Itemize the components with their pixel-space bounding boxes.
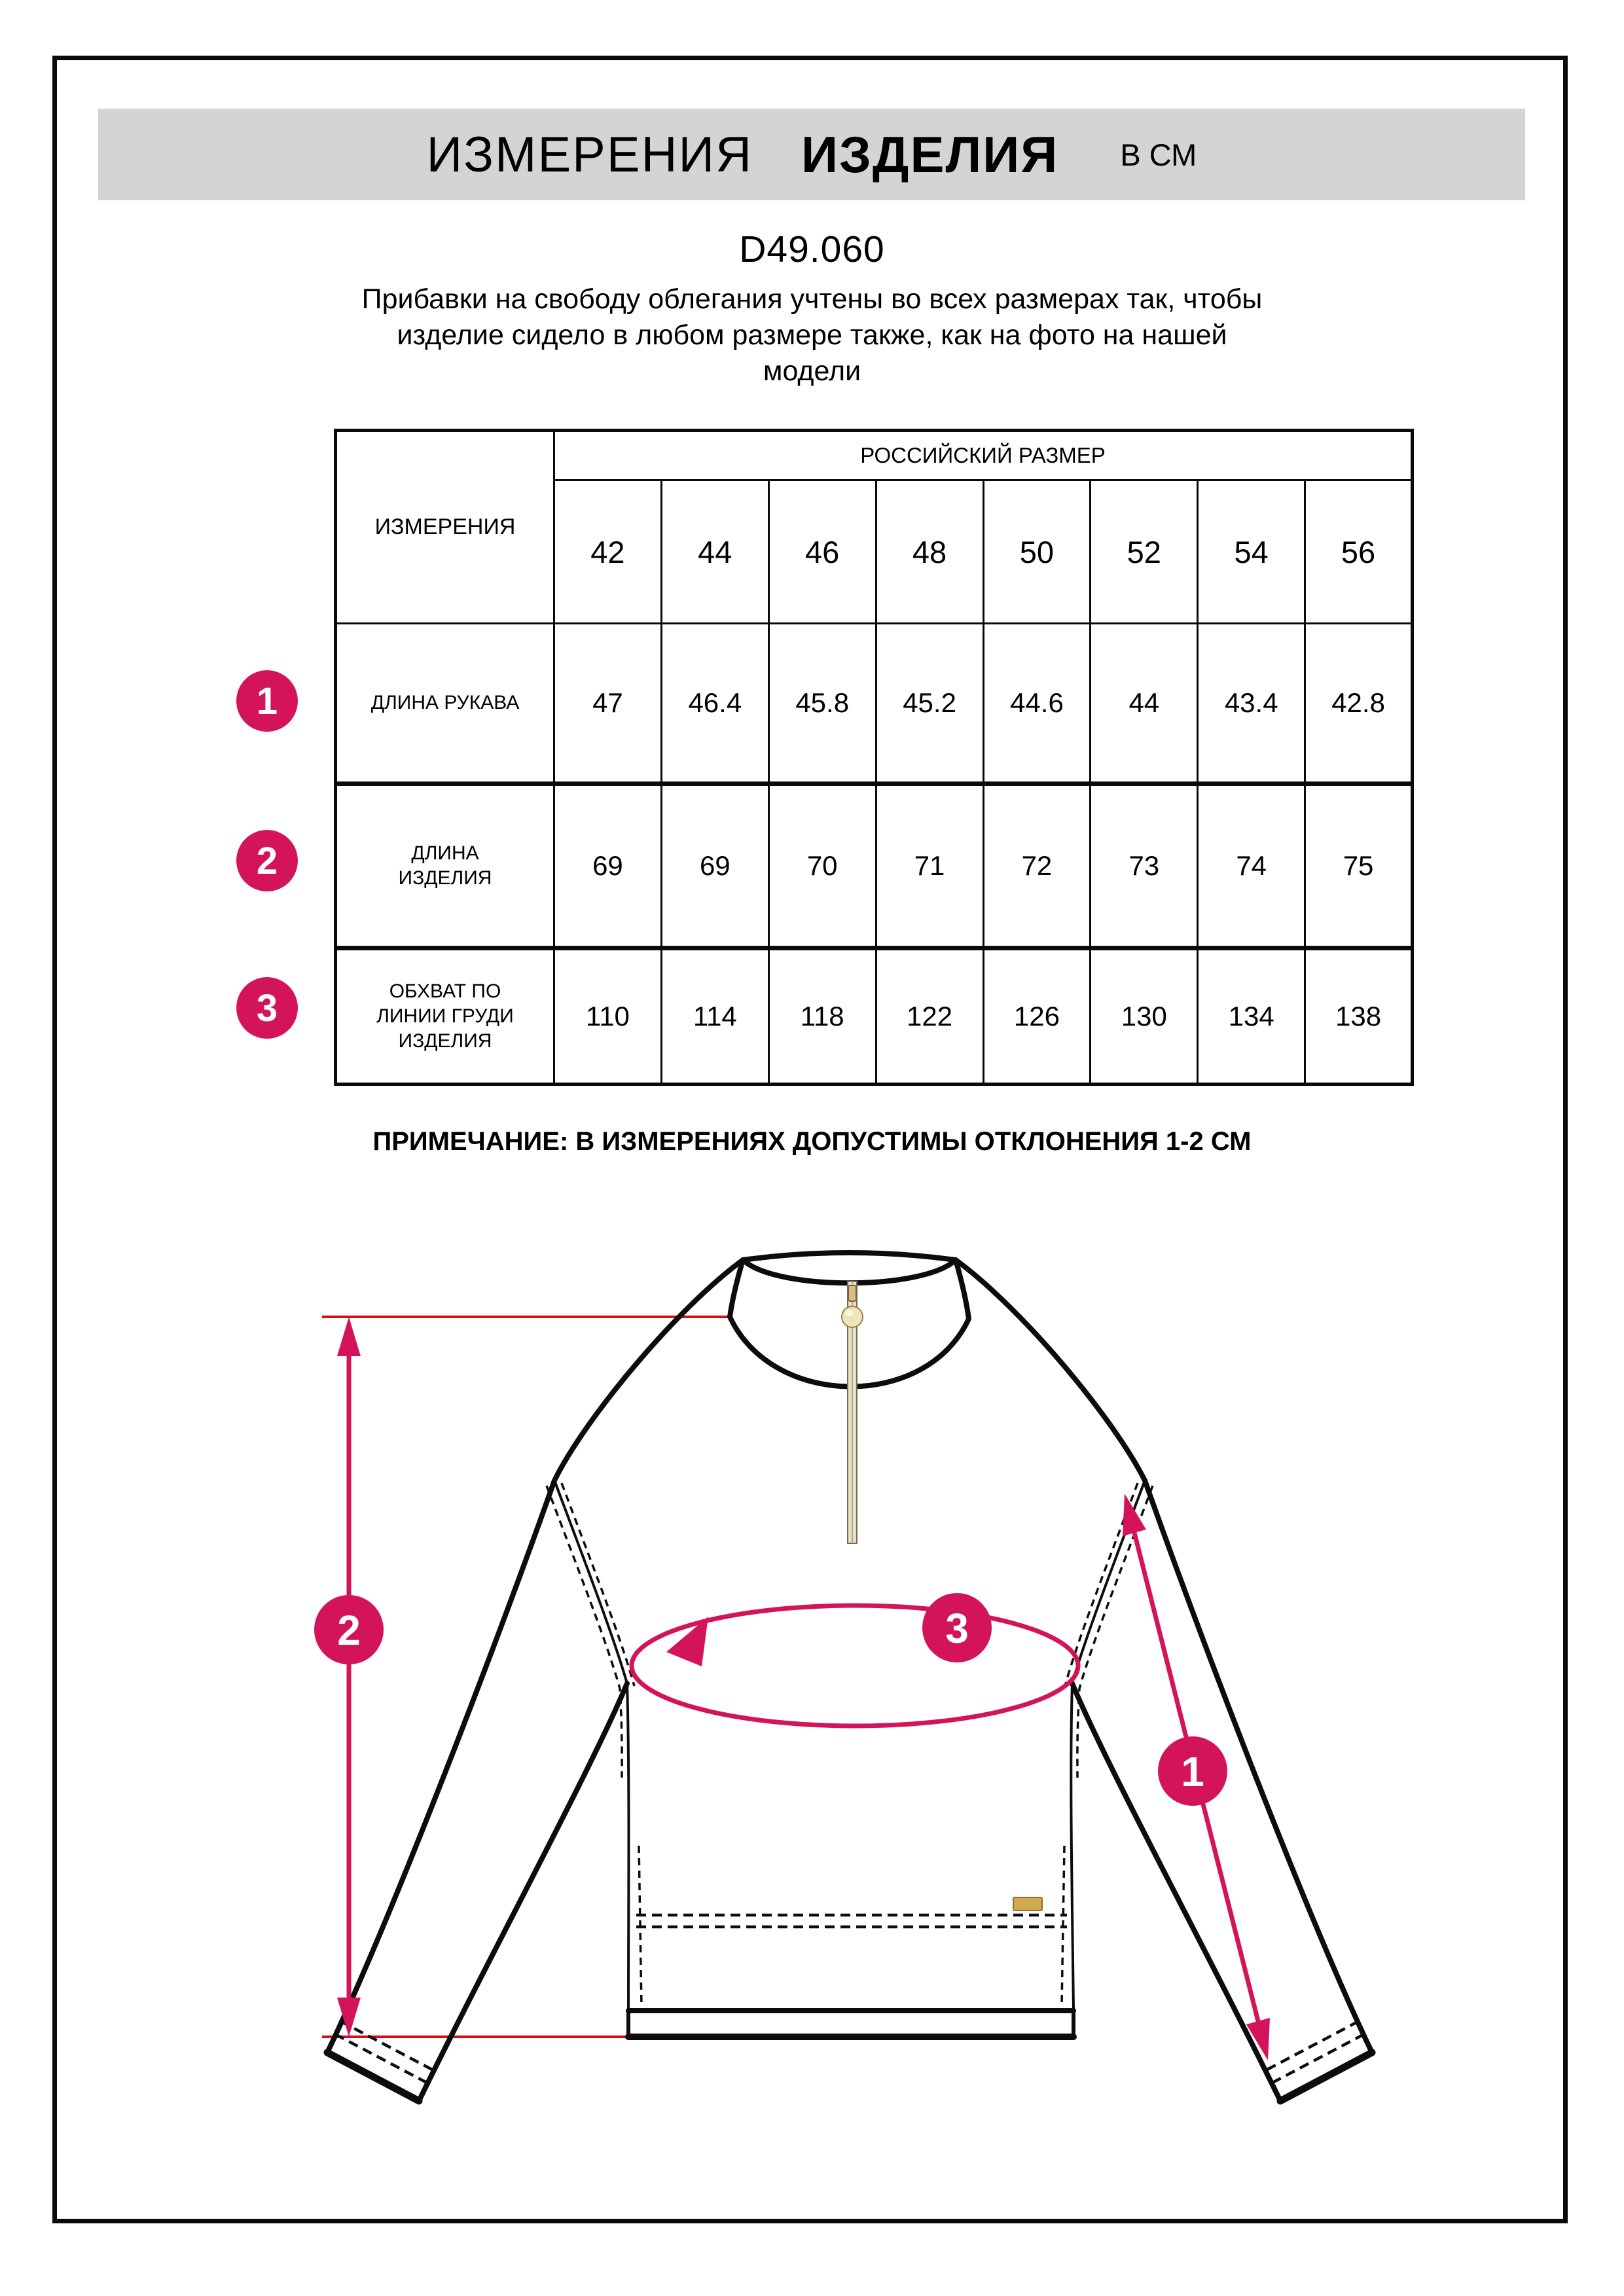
product-code: D49.060 bbox=[739, 228, 885, 270]
value-cell: 110 bbox=[554, 948, 662, 1085]
left-sleeve-inner-outline bbox=[419, 1683, 627, 2101]
size-header-cell: 42 bbox=[554, 480, 662, 624]
collar-opening-curve bbox=[743, 1260, 956, 1283]
size-header-cell: 56 bbox=[1305, 480, 1413, 624]
right-slit-stitching bbox=[1062, 1846, 1064, 2005]
size-group-header-cell: РОССИЙСКИЙ РАЗМЕР bbox=[554, 431, 1413, 480]
row-label: ДЛИНА ИЗДЕЛИЯ bbox=[336, 784, 554, 948]
banner-title-regular: ИЗМЕРЕНИЯ bbox=[426, 126, 753, 183]
value-cell: 72 bbox=[983, 784, 1091, 948]
arrow-up-icon bbox=[337, 1317, 361, 1356]
value-cell: 122 bbox=[876, 948, 983, 1085]
size-header-cell: 50 bbox=[983, 480, 1091, 624]
value-cell: 43.4 bbox=[1198, 624, 1305, 784]
value-cell: 69 bbox=[661, 784, 768, 948]
value-cell: 45.8 bbox=[768, 624, 876, 784]
size-header-cell: 54 bbox=[1198, 480, 1305, 624]
left-slit-stitching bbox=[639, 1846, 641, 2005]
hem-sides bbox=[628, 2011, 1074, 2037]
size-header-cell: 52 bbox=[1091, 480, 1198, 624]
value-cell: 74 bbox=[1198, 784, 1305, 948]
value-cell: 114 bbox=[661, 948, 768, 1085]
value-cell: 46.4 bbox=[661, 624, 768, 784]
size-header-cell: 46 bbox=[768, 480, 876, 624]
chest-girth-ellipse bbox=[632, 1605, 1078, 1726]
size-header-cell: 48 bbox=[876, 480, 983, 624]
value-cell: 75 bbox=[1305, 784, 1413, 948]
left-seam-stitching bbox=[562, 1483, 634, 1686]
zipper-pull-icon bbox=[842, 1306, 863, 1327]
description-line: модели bbox=[763, 355, 861, 387]
value-cell: 70 bbox=[768, 784, 876, 948]
marker-1-label: 1 bbox=[1181, 1748, 1204, 1795]
value-cell: 118 bbox=[768, 948, 876, 1085]
hem-stitching bbox=[636, 1915, 1067, 1927]
row-label: ДЛИНА РУКАВА bbox=[336, 624, 554, 784]
banner-title-bold: ИЗДЕЛИЯ bbox=[801, 125, 1059, 183]
value-cell: 71 bbox=[876, 784, 983, 948]
row-marker-badge-2: 2 bbox=[236, 830, 298, 891]
left-cuff-edge bbox=[327, 2053, 419, 2101]
value-cell: 47 bbox=[554, 624, 662, 784]
value-cell: 45.2 bbox=[876, 624, 983, 784]
row-marker-badge-1: 1 bbox=[236, 670, 298, 732]
zipper-pull-highlight bbox=[845, 1310, 853, 1316]
value-cell: 69 bbox=[554, 784, 662, 948]
value-cell: 44.6 bbox=[983, 624, 1091, 784]
right-raglan-side-seam bbox=[1071, 1480, 1145, 2011]
value-cell: 138 bbox=[1305, 948, 1413, 1085]
value-cell: 134 bbox=[1198, 948, 1305, 1085]
value-cell: 42.8 bbox=[1305, 624, 1413, 784]
brand-label-icon bbox=[1013, 1897, 1042, 1910]
note-text: ПРИМЕЧАНИЕ: В ИЗМЕРЕНИЯХ ДОПУСТИМЫ ОТКЛОНЕНИЯ 1-2 СМ bbox=[372, 1127, 1252, 1156]
value-cell: 130 bbox=[1091, 948, 1198, 1085]
zipper-slider-icon bbox=[848, 1285, 856, 1301]
row-marker-badge-3: 3 bbox=[236, 977, 298, 1039]
left-raglan-side-seam bbox=[554, 1480, 629, 2011]
marker-3-label: 3 bbox=[945, 1605, 969, 1652]
measurements-header-cell: ИЗМЕРЕНИЯ bbox=[336, 431, 554, 624]
banner-units-label: В СМ bbox=[1120, 137, 1197, 172]
description-line: Прибавки на свободу облегания учтены во всех размерах так, чтобы bbox=[361, 283, 1263, 315]
right-cuff-edge bbox=[1280, 2053, 1372, 2101]
marker-2-label: 2 bbox=[337, 1607, 361, 1654]
value-cell: 126 bbox=[983, 948, 1091, 1085]
size-header-cell: 44 bbox=[661, 480, 768, 624]
value-cell: 73 bbox=[1091, 784, 1198, 948]
collar-top-edge bbox=[743, 1253, 956, 1260]
description-line: изделие сидело в любом размере также, как на фото на нашей bbox=[397, 319, 1227, 351]
row-label: ОБХВАТ ПО ЛИНИИ ГРУДИ ИЗДЕЛИЯ bbox=[336, 948, 554, 1085]
value-cell: 44 bbox=[1091, 624, 1198, 784]
